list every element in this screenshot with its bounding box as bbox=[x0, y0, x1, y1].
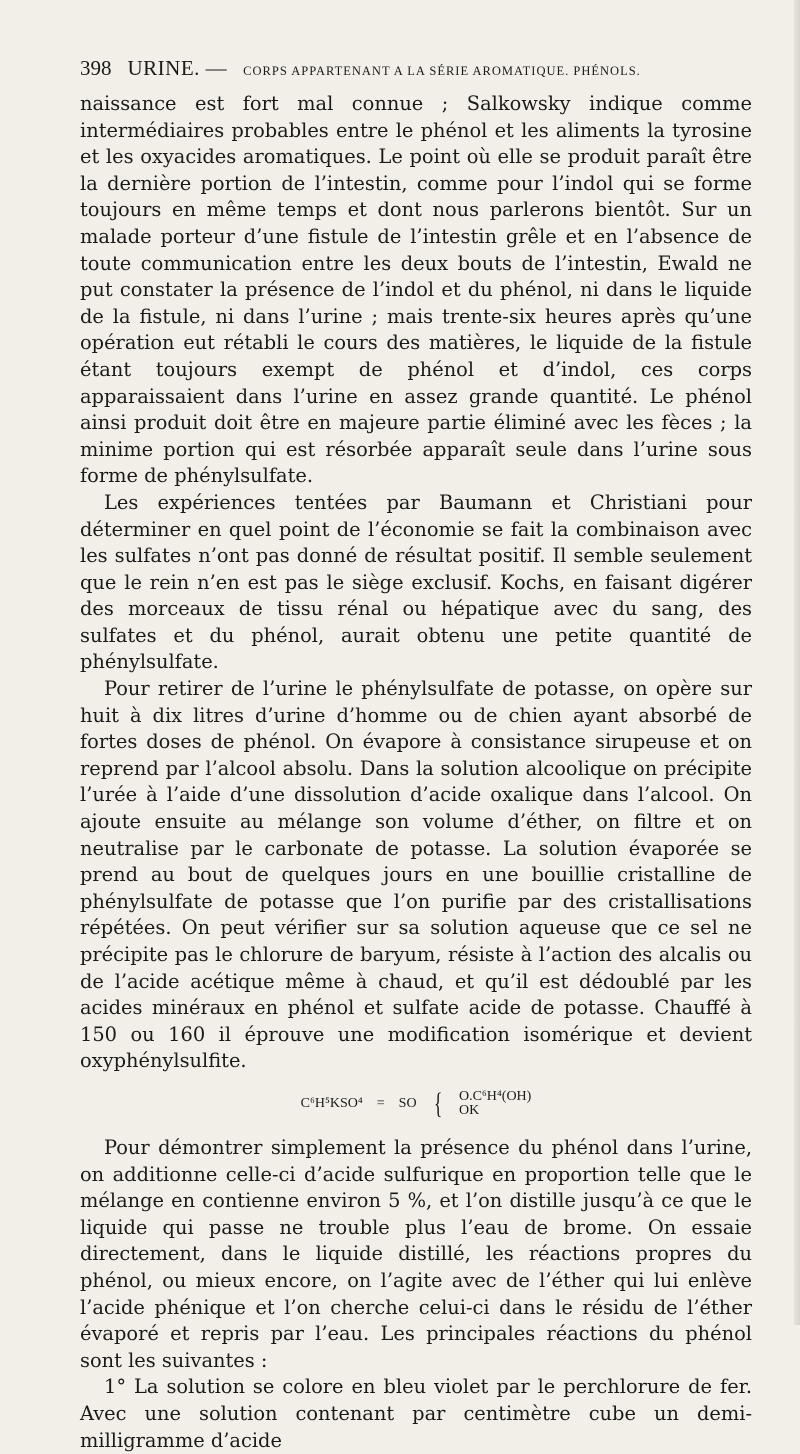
body-text bbox=[80, 91, 752, 1454]
running-header bbox=[80, 56, 752, 81]
formula-brace: { bbox=[433, 1086, 443, 1120]
paragraph-demonstration: Pour démontrer simplement la présence du phénol dans l’urine, on additionne celle-ci d’acide sulfurique en proportion telle que le mélange en contienne environ 5 %, et l’on distille jusqu’à ce que le liquide qui passe ne trouble plus l’eau de brome. On essaie directement, dans le liquide distillé, les réactions propres du phénol, ou mieux encore, on l’agite avec de l’éther qui lui enlève l’acide phénique et l’on cherche celui-ci dans le résidu de l’éther évaporé et repris par l’eau. Les principales réactions du phénol sont les suivantes : bbox=[80, 1135, 752, 1372]
page-edge bbox=[794, 0, 800, 1325]
paragraph-reaction-1: 1° La solution se colore en bleu violet par le perchlorure de fer. Avec une solution contenant par centimètre cube un demi-milligramme d’acide bbox=[80, 1375, 752, 1452]
formula-lhs: C⁶H⁵KSO⁴ bbox=[300, 1095, 363, 1111]
formula-so: SO bbox=[398, 1095, 417, 1111]
header-title-main: URINE. — bbox=[127, 56, 228, 80]
chemical-formula bbox=[80, 1086, 752, 1120]
page-number: 398 bbox=[80, 56, 112, 80]
formula-equals: = bbox=[376, 1095, 385, 1111]
paragraph-experiences: Les expériences tentées par Baumann et Christiani pour déterminer en quel point de l’économie se fait la combinaison avec les sulfates n’ont pas donné de résultat positif. Il semble seulement que le rein n’en est pas le siège exclusif. Kochs, en faisant digérer des morceaux de tissu rénal ou hépatique avec du sang, des sulfates et du phénol, aurait obtenu une petite quantité de phénylsulfate. bbox=[80, 490, 752, 674]
paragraph-extraction: Pour retirer de l’urine le phénylsulfate de potasse, on opère sur huit à dix litres d’urine d’homme ou de chien ayant absorbé de fortes doses de phénol. On évapore à consistance sirupeuse et on reprend par l’alcool absolu. Dans la solution alcoolique on précipite l’urée à l’aide d’une dissolution d’acide oxalique dans l’alcool. On ajoute ensuite au mélange son volume d’éther, on filtre et on neutralise par le carbonate de potasse. La solution évaporée se prend au bout de quelques jours en une bouillie cristalline de phénylsulfate de potasse que l’on purifie par des cristallisations répétées. On peut vérifier sur sa solution aqueuse que ce sel ne précipite pas le chlorure de baryum, résiste à l’action des alcalis ou de l’acide acétique même à chaud, et qu’il est dédoublé par les acides minéraux en phénol et sulfate acide de potasse. Chauffé à 150 ou 160 il éprouve une modification isomérique et devient oxyphénylsulfite. bbox=[80, 677, 752, 1073]
formula-stack bbox=[459, 1090, 531, 1118]
formula-top: O.C⁶H⁴(OH) bbox=[458, 1088, 532, 1104]
header-title-sub: CORPS APPARTENANT A LA SÉRIE AROMATIQUE. PHÉNOLS. bbox=[243, 64, 641, 78]
book-page bbox=[80, 56, 752, 1454]
paragraph-continuation: naissance est fort mal connue ; Salkowsky indique comme intermédiaires probables entre le phénol et les aliments la tyrosine et les oxyacides aromatiques. Le point où elle se produit paraît être la dernière portion de l’intestin, comme pour l’indol qui se forme toujours en même temps et dont nous parlerons bientôt. Sur un malade porteur d’une fistule de l’intestin grêle et en l’absence de toute communication entre les deux bouts de l’intestin, Ewald ne put constater la présence de l’indol et du phénol, ni dans le liquide de la fistule, ni dans l’urine ; mais trente-six heures après qu’une opération eut rétabli le cours des matières, le liquide de la fistule étant toujours exempt de phénol et d’indol, ces corps apparaissaient dans l’urine en assez grande quantité. Le phénol ainsi produit doit être en majeure partie éliminé avec les fèces ; la minime portion qui est résorbée apparaît seule dans l’urine sous forme de phénylsulfate. bbox=[80, 92, 752, 488]
formula-bottom: OK bbox=[458, 1102, 480, 1118]
